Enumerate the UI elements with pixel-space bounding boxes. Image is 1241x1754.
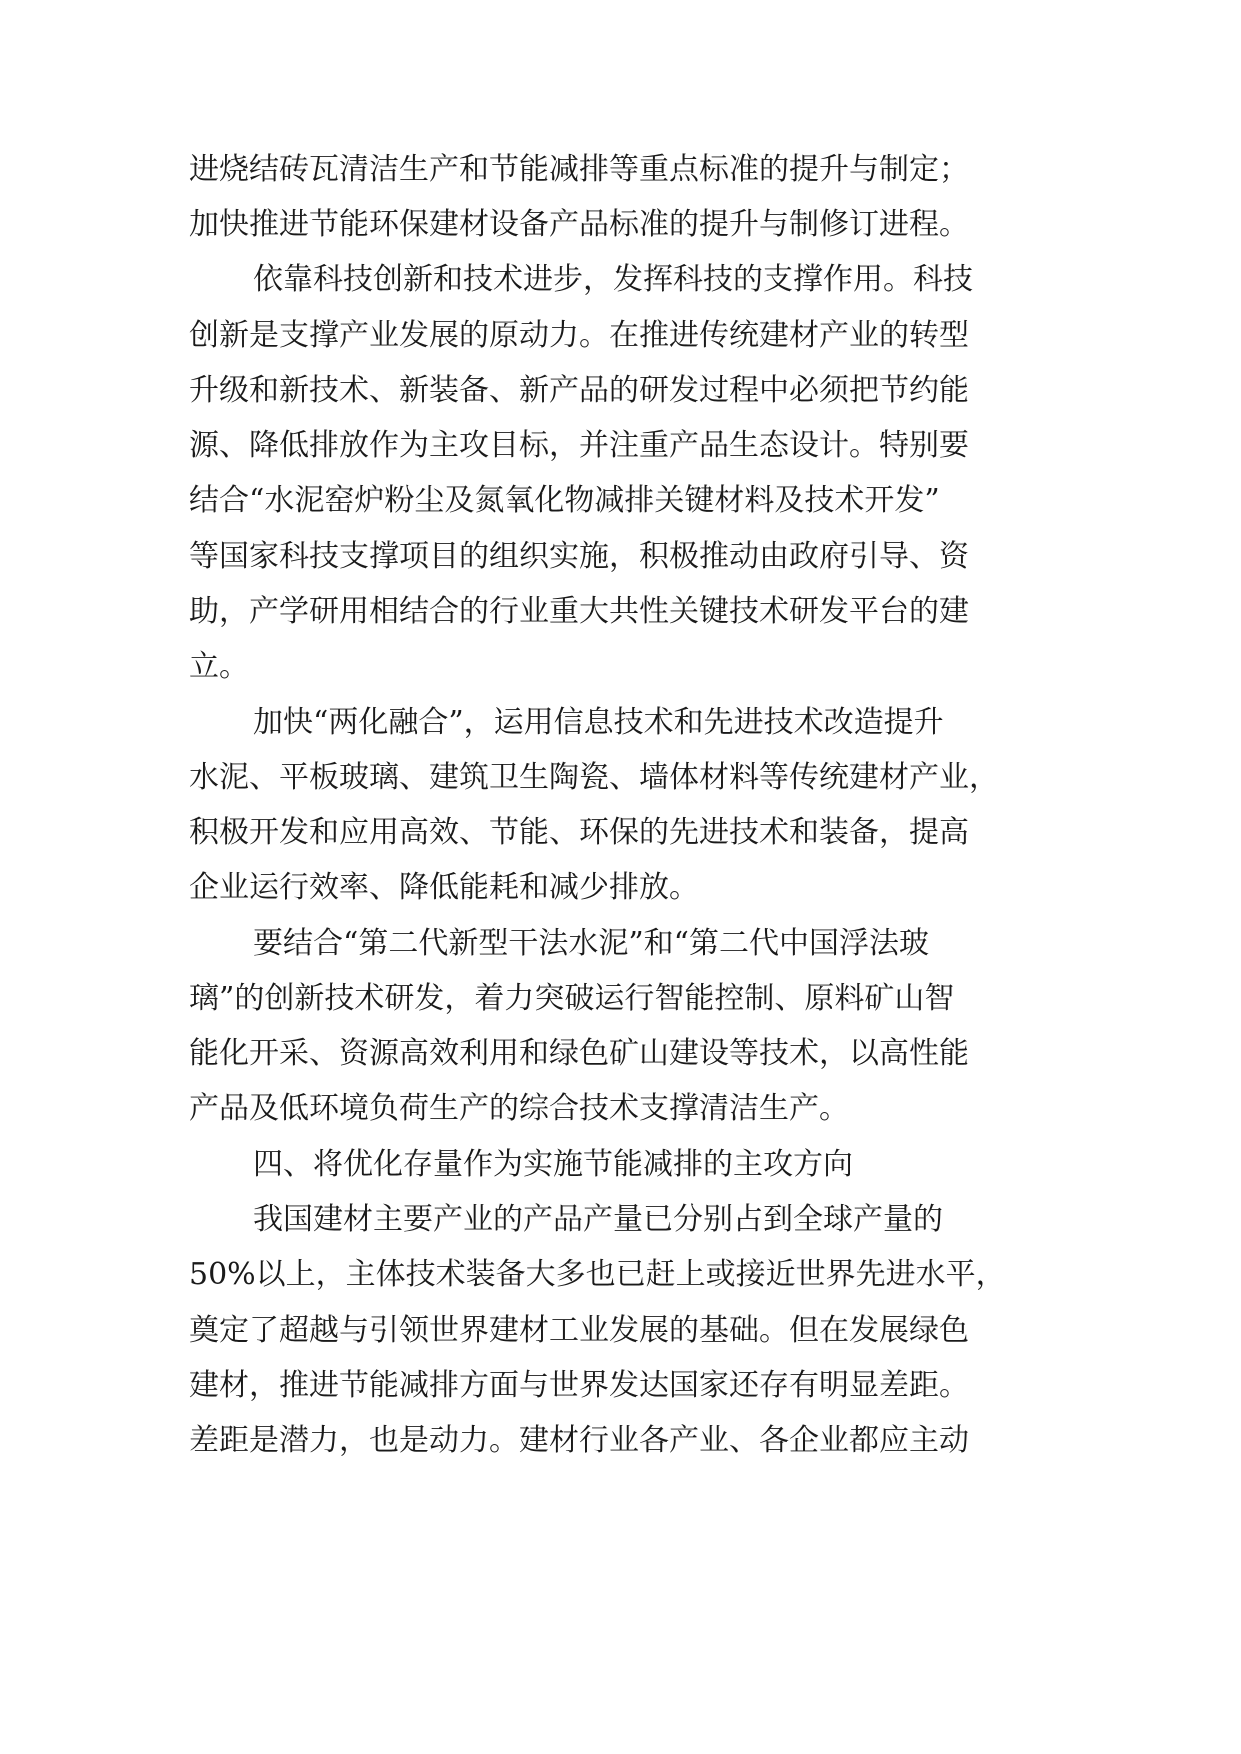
text-line: 奠定了超越与引领世界建材工业发展的基础。但在发展绿色 bbox=[189, 1313, 969, 1348]
text-line: 差距是潜力，也是动力。建材行业各产业、各企业都应主动 bbox=[189, 1423, 969, 1458]
paragraph-start-line: 我国建材主要产业的产品产量已分别占到全球产量的 bbox=[253, 1202, 943, 1237]
text-line: 等国家科技支撑项目的组织实施，积极推动由政府引导、资 bbox=[189, 539, 969, 574]
text-line: 加快推进节能环保建材设备产品标准的提升与制修订进程。 bbox=[189, 207, 969, 242]
text-line: 璃”的创新技术研发，着力突破运行智能控制、原料矿山智 bbox=[189, 981, 955, 1016]
text-line: 结合“水泥窑炉粉尘及氮氧化物减排关键材料及技术开发” bbox=[189, 483, 940, 518]
text-line: 产品及低环境负荷生产的综合技术支撑清洁生产。 bbox=[189, 1091, 849, 1126]
text-line: 积极开发和应用高效、节能、环保的先进技术和装备，提高 bbox=[189, 815, 969, 850]
text-line: 建材，推进节能减排方面与世界发达国家还存有明显差距。 bbox=[189, 1368, 969, 1403]
text-line: 能化开采、资源高效利用和绿色矿山建设等技术，以高性能 bbox=[189, 1036, 969, 1071]
text-line: 升级和新技术、新装备、新产品的研发过程中必须把节约能 bbox=[189, 373, 969, 408]
paragraph-start-line: 依靠科技创新和技术进步，发挥科技的支撑作用。科技 bbox=[253, 262, 973, 297]
paragraph-start-line: 加快“两化融合”，运用信息技术和先进技术改造提升 bbox=[253, 705, 944, 740]
section-heading: 四、将优化存量作为实施节能减排的主攻方向 bbox=[253, 1147, 853, 1182]
text-line: 进烧结砖瓦清洁生产和节能减排等重点标准的提升与制定； bbox=[189, 152, 969, 187]
text-line: 助，产学研用相结合的行业重大共性关键技术研发平台的建 bbox=[189, 594, 969, 629]
text-line: 50%以上，主体技术装备大多也已赶上或接近世界先进水平， bbox=[189, 1257, 1006, 1292]
paragraph-start-line: 要结合“第二代新型干法水泥”和“第二代中国浮法玻 bbox=[253, 926, 930, 961]
text-line: 立。 bbox=[189, 649, 249, 684]
text-line: 源、降低排放作为主攻目标，并注重产品生态设计。特别要 bbox=[189, 428, 969, 463]
text-line: 创新是支撑产业发展的原动力。在推进传统建材产业的转型 bbox=[189, 318, 969, 353]
text-line: 水泥、平板玻璃、建筑卫生陶瓷、墙体材料等传统建材产业， bbox=[189, 760, 999, 795]
text-line: 企业运行效率、降低能耗和减少排放。 bbox=[189, 870, 699, 905]
